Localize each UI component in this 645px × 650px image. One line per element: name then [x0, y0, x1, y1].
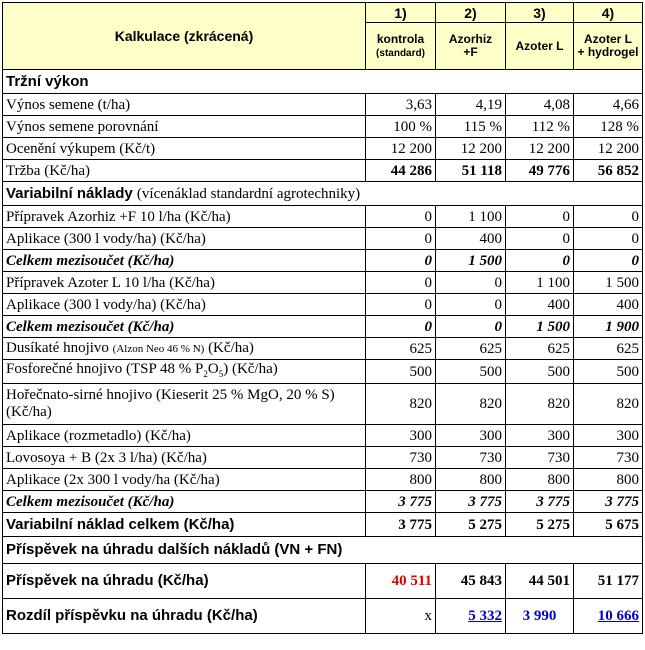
- section-variable: [3, 182, 643, 206]
- cell: 0: [366, 250, 436, 272]
- cell: 0: [506, 206, 574, 228]
- row-label: Aplikace (2x 300 l vody/ha (Kč/ha): [3, 469, 366, 491]
- cell: 56 852: [574, 160, 643, 182]
- col-4-number: 4): [574, 3, 643, 23]
- row-label: Výnos semene (t/ha): [3, 94, 366, 116]
- label-part: (Alzon Neo 46 % N): [112, 343, 205, 355]
- cell: 500: [506, 360, 574, 384]
- cell: 0: [574, 206, 643, 228]
- table-row: [3, 250, 643, 272]
- cell: 1 500: [574, 272, 643, 294]
- section-contribution: Příspěvek na úhradu dalších nákladů (VN + FN): [3, 537, 643, 564]
- cell: 0: [506, 250, 574, 272]
- label-part: Fosforečné hnojivo (TSP 48 % P: [6, 361, 204, 377]
- cell: 1 500: [436, 250, 506, 272]
- cell: 44 286: [366, 160, 436, 182]
- col-1-number: 1): [366, 3, 436, 23]
- col-4-sub: + hydrogel: [577, 45, 639, 59]
- cell: 112 %: [506, 116, 574, 138]
- row-label: Lovosoya + B (2x 3 l/ha) (Kč/ha): [3, 447, 366, 469]
- cell: 1 100: [436, 206, 506, 228]
- cell: 51 177: [574, 564, 643, 599]
- cell: 3 775: [506, 491, 574, 513]
- table-row: [3, 228, 643, 250]
- row-label: Rozdíl příspěvku na úhradu (Kč/ha): [3, 599, 366, 634]
- cell: 0: [506, 228, 574, 250]
- row-label: Aplikace (300 l vody/ha) (Kč/ha): [3, 228, 366, 250]
- cell: 3 775: [436, 491, 506, 513]
- cell: 12 200: [506, 138, 574, 160]
- table-row: [3, 94, 643, 116]
- cell: 0: [436, 294, 506, 316]
- cell: 115 %: [436, 116, 506, 138]
- row-label: Ocenění výkupem (Kč/t): [3, 138, 366, 160]
- col-2-name: Azorhiz: [448, 32, 493, 46]
- table-row: [3, 564, 643, 599]
- cell: 500: [574, 360, 643, 384]
- col-1-name: kontrola: [376, 31, 425, 46]
- row-label: Celkem mezisoučet (Kč/ha): [3, 491, 366, 513]
- col-2-number: 2): [436, 3, 506, 23]
- cell: 5 275: [436, 513, 506, 537]
- label-sub: 5: [218, 369, 224, 379]
- table-row: [3, 294, 643, 316]
- cell: 625: [506, 338, 574, 360]
- col-3-name: Azoter L: [515, 38, 564, 53]
- cell: 820: [366, 384, 436, 425]
- label-sub: 2: [203, 369, 208, 379]
- cell: 0: [574, 228, 643, 250]
- cell: 730: [366, 447, 436, 469]
- label-part: Dusíkaté hnojivo: [6, 340, 109, 356]
- cell: 51 118: [436, 160, 506, 182]
- row-label: Hořečnato-sirné hnojivo (Kieserit 25 % MgO, 20 % S) (Kč/ha): [3, 384, 366, 425]
- table-row: [3, 469, 643, 491]
- row-label: Tržba (Kč/ha): [3, 160, 366, 182]
- cell: 625: [574, 338, 643, 360]
- cell: 820: [436, 384, 506, 425]
- col-4-name: Azoter L: [584, 32, 632, 46]
- cell: 3 775: [366, 513, 436, 537]
- cell: 500: [436, 360, 506, 384]
- table-row: [3, 447, 643, 469]
- cell: 0: [366, 206, 436, 228]
- cell: 3,63: [366, 94, 436, 116]
- diff-link-col-2[interactable]: 5 332: [436, 599, 506, 634]
- cell: 300: [436, 425, 506, 447]
- cell: 5 275: [506, 513, 574, 537]
- cell: 0: [366, 228, 436, 250]
- cell: 1 900: [574, 316, 643, 338]
- cell: 44 501: [506, 564, 574, 599]
- row-label: Přípravek Azorhiz +F 10 l/ha (Kč/ha): [3, 206, 366, 228]
- row-label: Aplikace (300 l vody/ha) (Kč/ha): [3, 294, 366, 316]
- cell: 1 500: [506, 316, 574, 338]
- cell: 300: [366, 425, 436, 447]
- col-4-header: [574, 23, 643, 70]
- section-variable-note: (vícenáklad standardní agrotechniky): [136, 185, 361, 202]
- calculation-table: [2, 2, 643, 634]
- table-row: [3, 272, 643, 294]
- cell: 0: [574, 250, 643, 272]
- cell: 400: [574, 294, 643, 316]
- cell: 800: [506, 469, 574, 491]
- cell: 0: [366, 272, 436, 294]
- table-row: [3, 599, 643, 634]
- cell: 0: [436, 316, 506, 338]
- table-row: [3, 384, 643, 425]
- cell: 5 675: [574, 513, 643, 537]
- cell: 1 100: [506, 272, 574, 294]
- cell: 625: [436, 338, 506, 360]
- row-label: Variabilní náklad celkem (Kč/ha): [3, 513, 366, 537]
- col-3-header: [506, 23, 574, 70]
- row-label: [3, 338, 366, 360]
- table-row: [3, 138, 643, 160]
- cell: 820: [574, 384, 643, 425]
- cell: 0: [436, 272, 506, 294]
- cell: 0: [366, 294, 436, 316]
- table-row: [3, 338, 643, 360]
- cell: 730: [506, 447, 574, 469]
- cell: 3 775: [574, 491, 643, 513]
- cell: 3 990: [506, 599, 574, 634]
- cell: 625: [366, 338, 436, 360]
- cell: 4,19: [436, 94, 506, 116]
- cell: 800: [436, 469, 506, 491]
- table-row: [3, 491, 643, 513]
- col-2-header: [436, 23, 506, 70]
- col-2-sub: +F: [463, 45, 478, 59]
- diff-link-col-4[interactable]: 10 666: [574, 599, 643, 634]
- cell: 800: [574, 469, 643, 491]
- cell: 820: [506, 384, 574, 425]
- cell: 12 200: [574, 138, 643, 160]
- cell: 730: [574, 447, 643, 469]
- table-row: [3, 513, 643, 537]
- cell: 12 200: [436, 138, 506, 160]
- label-part: O: [207, 361, 219, 377]
- col-3-number: 3): [506, 3, 574, 23]
- cell: 45 843: [436, 564, 506, 599]
- cell: 500: [366, 360, 436, 384]
- label-part: (Kč/ha): [208, 340, 254, 356]
- cell: 400: [436, 228, 506, 250]
- col-1-header: [366, 23, 436, 70]
- cell: 49 776: [506, 160, 574, 182]
- cell: 3 775: [366, 491, 436, 513]
- row-label: Celkem mezisoučet (Kč/ha): [3, 250, 366, 272]
- cell: 300: [506, 425, 574, 447]
- cell: 100 %: [366, 116, 436, 138]
- section-variable-title: Variabilní náklady: [6, 184, 133, 202]
- table-row: [3, 160, 643, 182]
- label-part: ) (Kč/ha): [223, 361, 278, 377]
- table-row: [3, 316, 643, 338]
- table-row: [3, 116, 643, 138]
- section-market: Tržní výkon: [3, 70, 643, 94]
- cell: x: [366, 599, 436, 634]
- cell: 300: [574, 425, 643, 447]
- cell: 800: [366, 469, 436, 491]
- cell: 730: [436, 447, 506, 469]
- table-row: [3, 206, 643, 228]
- cell: 4,08: [506, 94, 574, 116]
- cell-highlight: 40 511: [366, 564, 436, 599]
- table-title: Kalkulace (zkrácená): [3, 3, 366, 70]
- row-label: Přípravek Azoter L 10 l/ha (Kč/ha): [3, 272, 366, 294]
- row-label: Příspěvek na úhradu (Kč/ha): [3, 564, 366, 599]
- row-label: [3, 360, 366, 384]
- row-label: Aplikace (rozmetadlo) (Kč/ha): [3, 425, 366, 447]
- cell: 0: [366, 316, 436, 338]
- col-1-sub: (standard): [376, 47, 425, 59]
- cell: 400: [506, 294, 574, 316]
- cell: 4,66: [574, 94, 643, 116]
- cell: 128 %: [574, 116, 643, 138]
- cell: 12 200: [366, 138, 436, 160]
- table-row: [3, 425, 643, 447]
- table-row: [3, 360, 643, 384]
- row-label: Celkem mezisoučet (Kč/ha): [3, 316, 366, 338]
- row-label: Výnos semene porovnání: [3, 116, 366, 138]
